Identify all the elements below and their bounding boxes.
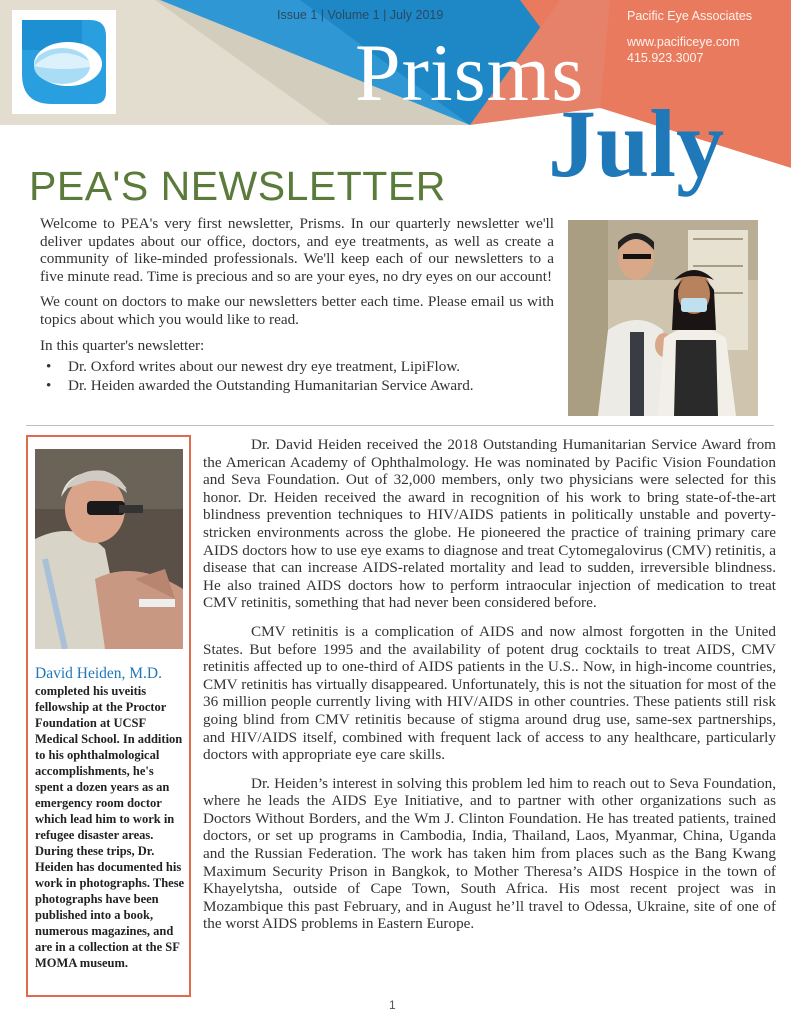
doctor-name: David Heiden, M.D. <box>35 665 162 682</box>
pacific-eye-logo-icon <box>12 10 116 114</box>
intro-paragraph: In this quarter's newsletter: <box>40 336 205 354</box>
article-paragraph: CMV retinitis is a complication of AIDS and now almost forgotten in the United States. But before 1995 and the availability of potent drug cocktails to treat AIDS, CMV retinitis affected up to one-third of AIDS patients in the U.S.. Now, in high-income countries, CMV retinitis has virtually disappeared. Unfortunately, this is not the situation for most of the 36 million people currently living with HIV/AIDS in other countries. These patients still risk going blind from CMV retinitis because of stigma around drug use, same-sex partnerships, and HIV/AIDS itself, combined with frequent lack of access to any healthcare, particularly doctors with appropriate eye care skills. <box>203 622 776 764</box>
phone: 415.923.3007 <box>627 51 704 65</box>
issue-line: Issue 1 | Volume 1 | July 2019 <box>277 8 444 22</box>
doctor-bio: completed his uveitis fellowship at the Proctor Foundation at UCSF Medical School. In addition to his ophthalmological accomplishments, he's spent a dozen years as an emergency room doctor which lead him to work in refugee disaster areas. During these trips, Dr. Heiden has documented his work in photographs. These photographs have been published into a book, numerous magazines, and are in a collection at the SF MOMA museum. <box>35 684 185 970</box>
doctor-photo <box>35 449 183 649</box>
organization-info <box>627 8 752 66</box>
list-item: • Dr. Oxford writes about our newest dry eye treatment, LipiFlow. <box>60 358 554 376</box>
doctors-photo <box>568 220 758 416</box>
contents-list <box>40 358 554 394</box>
main-article <box>203 436 776 944</box>
page-number: 1 <box>389 998 396 1012</box>
newsletter-heading: PEA'S NEWSLETTER <box>29 163 446 209</box>
intro-section <box>40 215 554 395</box>
masthead-month: July <box>548 90 725 197</box>
intro-paragraph: We count on doctors to make our newsletters better each time. Please email us with topics about which you would like to read. <box>40 293 554 328</box>
list-item: • Dr. Heiden awarded the Outstanding Humanitarian Service Award. <box>60 377 554 395</box>
logo <box>12 10 116 114</box>
article-paragraph: Dr. David Heiden received the 2018 Outstanding Humanitarian Service Award from the American Academy of Ophthalmology. He was nominated by Pacific Vision Foundation and Seva Foundation. Out of 32,000 members, only two physicians were selected for this honor. Dr. Heiden received the award in recognition of his work to bring state-of-the-art blindness prevention techniques to HIV/AIDS patients in politically unstable and poverty-stricken environments across the globe. He pioneered the practice of training primary care AIDS doctors how to use eye exams to diagnose and treat Cytomegalovirus (CMV) retinitis, a disease that can increase AIDS-related mortality and lead to sudden, irreversible blindness. He also trained AIDS doctors how to perform intraocular injection of medication to treat CMV retinitis, something that had never been considered before. <box>203 436 776 612</box>
article-paragraph: Dr. Heiden’s interest in solving this problem led him to reach out to Seva Foundation, where he leads the AIDS Eye Initiative, and to partner with other organizations such as Doctors Without Borders, and the Wm J. Clinton Foundation. He has treated patients, trained doctors, or set up programs in Cambodia, India, Thailand, Laos, Myanmar, China, Uganda and the Russian Federation. The work has taken him from places such as the Bang Kwang Maximum Security Prison in Bangkok, to Mother Theresa’s AIDS Hospice in the town of Khayelytsha, outside of Cape Town, South Africa. His most recent project was in Mozambique this past February, and in August he’ll travel to Odessa, Ukraine, site of one of the worst AIDS problems in Eastern Europe. <box>203 774 776 933</box>
section-divider <box>26 425 774 426</box>
doctor-sidebar <box>26 435 191 997</box>
intro-paragraph: Welcome to PEA's very first newsletter, Prisms. In our quarterly newsletter we'll deliver updates about our office, doctors, and eye treatments, as well as create a community of like-minded professionals. We'll keep each of our newsletters to a five minute read. Time is precious and so are your eyes, no dry eyes on our account! <box>40 215 554 285</box>
masthead-title: Prisms <box>355 27 585 118</box>
org-name: Pacific Eye Associates <box>627 9 753 23</box>
website[interactable]: www.pacificeye.com <box>627 35 740 49</box>
